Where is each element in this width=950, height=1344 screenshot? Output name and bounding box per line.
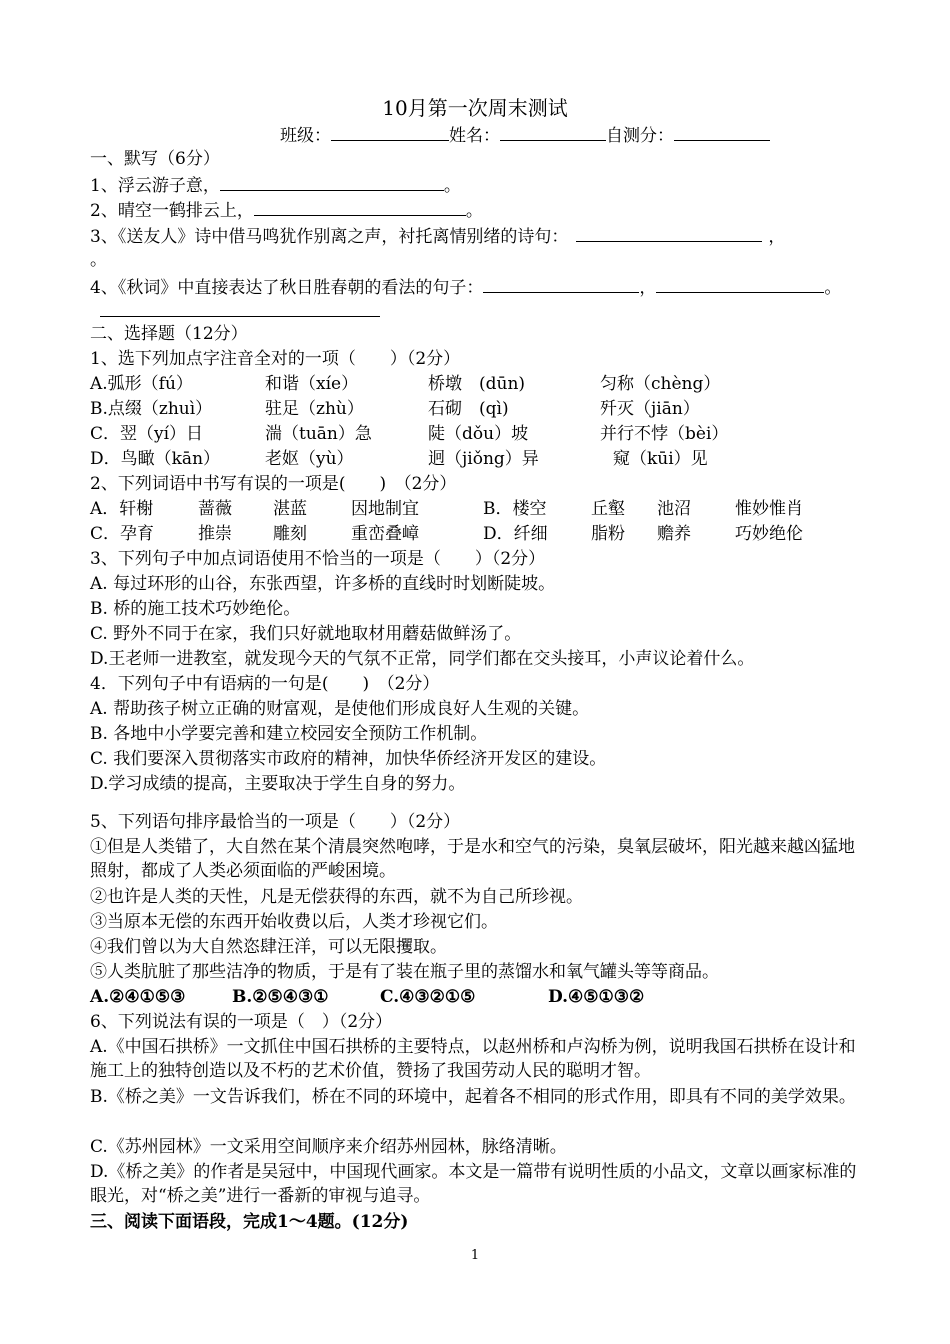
sec1-q1-blank[interactable]	[220, 172, 444, 191]
q1-a3: 桥墩 (dūn)	[428, 374, 526, 394]
sec1-q1-end: 。	[443, 176, 461, 196]
q6-option-a: A.《中国石拱桥》一文抓住中国石拱桥的主要特点，以赵州桥和卢沟桥为例，说明我国石拱桥在设计和施工上的独特创造以及不朽的艺术价值，赞扬了我国劳动人民的聪明才智。	[90, 1037, 856, 1081]
score-blank[interactable]	[674, 122, 770, 141]
q5-sentence-2: ②也许是人类的天性，凡是无偿获得的东西，就不为自己所珍视。	[90, 887, 583, 907]
q2-stem: 2、下列词语中书写有误的一项是( ) （2分）	[90, 474, 457, 494]
q1-c1: C．翌（yí）日	[90, 424, 204, 444]
q1-option-row	[90, 447, 708, 471]
q6-option-c: C.《苏州园林》一文采用空间顺序来介绍苏州园林，脉络清晰。	[90, 1137, 567, 1157]
q3-option-b: B. 桥的施工技术巧妙绝伦。	[90, 599, 301, 619]
q2-a2: 蔷薇	[198, 499, 232, 519]
sec1-q2	[90, 197, 483, 223]
sec1-q2-text: 2、晴空一鹤排云上，	[90, 201, 254, 221]
sec1-q3-blank[interactable]	[576, 223, 762, 242]
q1-d1: D．鸟瞰（kān）	[90, 449, 221, 469]
sec1-q4-blank-2[interactable]	[656, 274, 824, 293]
q5-answer-c: C.④③②①⑤	[380, 987, 476, 1007]
q5-sentence-4: ④我们曾以为大自然恣肆汪洋，可以无限攫取。	[90, 937, 447, 957]
q2-c2: 推崇	[198, 524, 232, 544]
name-label: 姓名：	[449, 126, 500, 146]
q2-d3: 赡养	[657, 524, 691, 544]
q2-a3: 湛蓝	[273, 499, 307, 519]
q1-d2: 老妪（yù）	[265, 449, 354, 469]
q1-stem: 1、选下列加点字注音全对的一项（ ）（2分）	[90, 349, 461, 369]
sec1-q4	[90, 274, 841, 300]
q2-c1: C．孕育	[90, 524, 155, 544]
q1-b4: 歼灭（jiān）	[600, 399, 700, 419]
q4-option-a: A. 帮助孩子树立正确的财富观，是使他们形成良好人生观的关键。	[90, 699, 590, 719]
q3-option-a: A. 每过环形的山谷，东张西望，许多桥的直线时时划断陡坡。	[90, 574, 556, 594]
exam-title: 10月第一次周末测试	[382, 96, 568, 120]
student-info-line	[280, 122, 770, 148]
q5-answer-b: B.②⑤④③①	[232, 987, 329, 1007]
class-label: 班级：	[280, 126, 331, 146]
q4-stem: 4．下列句子中有语病的一句是( ) （2分）	[90, 674, 440, 694]
q1-c2: 湍（tuān）急	[265, 424, 372, 444]
q4-option-d: D.学习成绩的提高，主要取决于学生自身的努力。	[90, 774, 466, 794]
q5-sentence-1: ①但是人类错了，大自然在某个清晨突然咆哮，于是水和空气的污染，臭氧层破坏，阳光越来越凶猛地照射，都成了人类必须面临的严峻困境。	[90, 837, 855, 881]
sec1-q1	[90, 172, 461, 198]
q1-d3: 迥（jiǒng）异	[428, 449, 539, 469]
q3-stem: 3、下列句子中加点词语使用不恰当的一项是（ ）（2分）	[90, 549, 546, 569]
sec1-q2-end: 。	[465, 201, 483, 221]
q3-option-d: D.王老师一进教室，就发现今天的气氛不正常，同学们都在交头接耳，小声议论着什么。	[90, 649, 755, 669]
q4-option-c: C. 我们要深入贯彻落实市政府的精神，加快华侨经济开发区的建设。	[90, 749, 607, 769]
q2-c3: 雕刻	[273, 524, 307, 544]
q1-a2: 和谐（xíe）	[265, 374, 359, 394]
q1-c3: 陡（dǒu）坡	[428, 424, 529, 444]
q1-option-row	[90, 397, 700, 421]
q5-sentence-5: ⑤人类肮脏了那些洁净的物质，于是有了装在瓶子里的蒸馏水和氧气罐头等等商品。	[90, 962, 719, 982]
q1-b2: 驻足（zhù）	[265, 399, 364, 419]
q2-a1: A．轩榭	[90, 499, 154, 519]
q5-sentence-3: ③当原本无偿的东西开始收费以后，人类才珍视它们。	[90, 912, 498, 932]
sec1-q4-text: 4、《秋词》中直接表达了秋日胜春朝的看法的句子：	[90, 278, 484, 298]
q1-a1: A.弧形（fú）	[90, 374, 193, 394]
section2-heading: 二、选择题（12分）	[90, 324, 248, 344]
sec1-q4-mid: ，	[639, 278, 657, 298]
q2-b2: 丘壑	[591, 499, 625, 519]
q1-b3: 石砌 (qì)	[428, 399, 509, 419]
q5-answer-a: A.②④①⑤③	[90, 987, 186, 1007]
q2-d1: D．纤细	[483, 524, 548, 544]
q2-c4: 重峦叠嶂	[351, 524, 419, 544]
sec1-q2-blank[interactable]	[254, 197, 466, 216]
q5-answer-d: D.④⑤①③②	[548, 987, 645, 1007]
q5-stem: 5、下列语句排序最恰当的一项是（ ）（2分）	[90, 812, 461, 832]
q4-option-b: B. 各地中小学要完善和建立校园安全预防工作机制。	[90, 724, 488, 744]
q3-option-c: C. 野外不同于在家，我们只好就地取材用蘑菇做鲜汤了。	[90, 624, 522, 644]
q2-b3: 池沼	[657, 499, 691, 519]
q6-option-b: B.《桥之美》一文告诉我们，桥在不同的环境中，起着各不相同的形式作用，即具有不同的美学效果。	[90, 1087, 856, 1107]
sec1-q4-blank-1[interactable]	[483, 274, 639, 293]
section1-heading: 一、默写（6分）	[90, 149, 220, 169]
q6-stem: 6、下列说法有误的一项是（ ）（2分）	[90, 1012, 393, 1032]
class-blank[interactable]	[331, 122, 449, 141]
q2-option-row	[90, 497, 803, 521]
section3-heading: 三、阅读下面语段，完成1～4题。(12分)	[90, 1212, 409, 1232]
q1-option-row	[90, 372, 720, 396]
q1-b1: B.点缀（zhuì）	[90, 399, 213, 419]
sec1-q3-dot: 。	[90, 250, 107, 270]
score-label: 自测分：	[606, 126, 674, 146]
sec1-q4-continuation-blank[interactable]	[100, 316, 380, 317]
q1-d4: 窥（kūi）见	[613, 449, 708, 469]
sec1-q3-end: ，	[768, 227, 786, 247]
q2-b4: 惟妙惟肖	[735, 499, 803, 519]
q1-a4: 匀称（chèng）	[600, 374, 721, 394]
q1-option-row	[90, 422, 728, 446]
q2-d4: 巧妙绝伦	[735, 524, 803, 544]
sec1-q3-text: 3、《送友人》诗中借马鸣犹作别离之声，衬托离情别绪的诗句：	[90, 227, 569, 247]
q1-c4: 并行不悖（bèi）	[600, 424, 729, 444]
sec1-q1-text: 1、浮云游子意，	[90, 176, 220, 196]
page-number: 1	[470, 1248, 480, 1263]
q2-b1: B．楼空	[483, 499, 547, 519]
sec1-q4-end: 。	[824, 278, 842, 298]
sec1-q3	[90, 223, 785, 249]
name-blank[interactable]	[500, 122, 606, 141]
q2-option-row	[90, 522, 803, 546]
q5-answer-row	[90, 985, 644, 1009]
q2-d2: 脂粉	[591, 524, 625, 544]
q2-a4: 因地制宜	[351, 499, 419, 519]
q6-option-d: D.《桥之美》的作者是吴冠中，中国现代画家。本文是一篇带有说明性质的小品文，文章以画家标准的眼光，对“桥之美”进行一番新的审视与追寻。	[90, 1162, 857, 1206]
